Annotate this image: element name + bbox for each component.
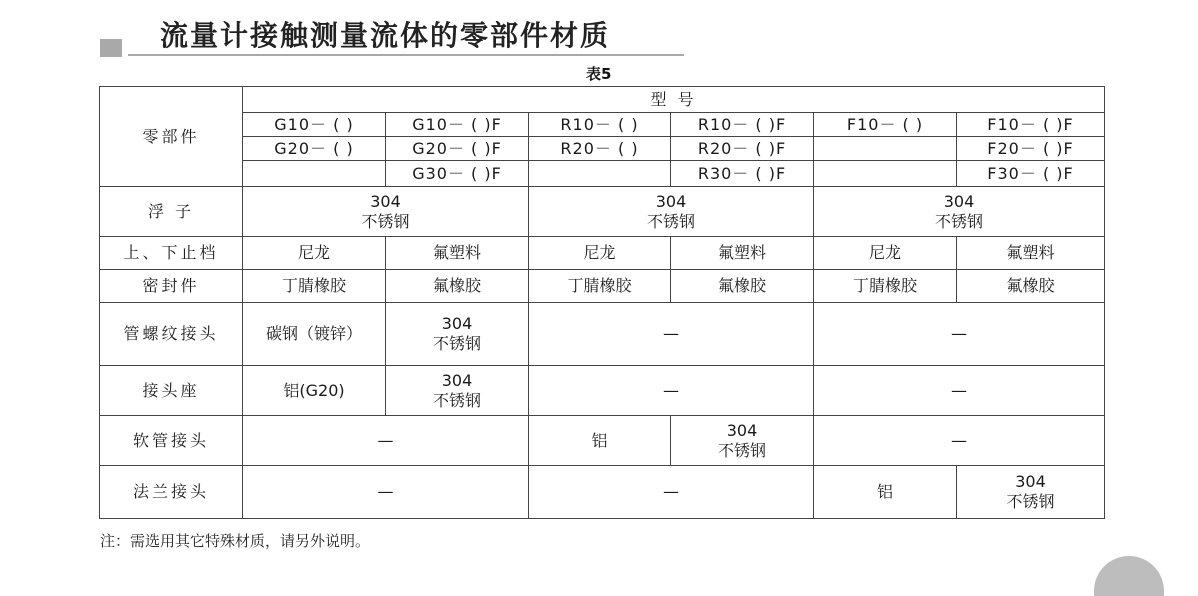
model-cell: R30－ ( )F [671, 161, 814, 187]
row-label-flange: 法兰接头 [100, 466, 243, 519]
row-label-seal: 密封件 [100, 270, 243, 303]
material-cell: 尼龙 [243, 237, 386, 270]
material-cell: 铝(G20) [243, 366, 386, 416]
table-row [100, 137, 1105, 161]
table-row [100, 113, 1105, 137]
material-cell: 氟塑料 [671, 237, 814, 270]
table-row [100, 87, 1105, 113]
heading-underline [128, 54, 684, 56]
material-cell: 304 不锈钢 [671, 416, 814, 466]
model-cell: G20－ ( )F [386, 137, 529, 161]
material-cell: 铝 [529, 416, 671, 466]
material-cell: 304 不锈钢 [386, 303, 529, 366]
model-cell: F20－ ( )F [957, 137, 1105, 161]
model-cell [814, 161, 957, 187]
model-cell [814, 137, 957, 161]
table-row [100, 187, 1105, 237]
materials-table [99, 86, 1105, 519]
model-cell: F10－ ( ) [814, 113, 957, 137]
material-cell: 氟塑料 [386, 237, 529, 270]
material-cell: 铝 [814, 466, 957, 519]
table-row [100, 161, 1105, 187]
model-cell [243, 161, 386, 187]
heading [100, 12, 685, 56]
model-cell: R20－ ( ) [529, 137, 671, 161]
dash-cell: — [814, 303, 1105, 366]
material-cell: 304 不锈钢 [529, 187, 814, 237]
material-cell: 氟橡胶 [957, 270, 1105, 303]
material-cell: 丁腈橡胶 [243, 270, 386, 303]
row-label-hose: 软管接头 [100, 416, 243, 466]
material-cell: 尼龙 [814, 237, 957, 270]
row-label-stop: 上、下止档 [100, 237, 243, 270]
material-cell: 氟橡胶 [671, 270, 814, 303]
table-row [100, 416, 1105, 466]
model-cell: F10－ ( )F [957, 113, 1105, 137]
material-cell: 碳钢（镀锌） [243, 303, 386, 366]
material-cell: 304 不锈钢 [386, 366, 529, 416]
table-caption: 表5 [586, 65, 612, 83]
footnote: 注：需选用其它特殊材质，请另外说明。 [100, 532, 371, 550]
table-row [100, 237, 1105, 270]
model-header: 型 号 [243, 87, 1105, 113]
material-cell: 304 不锈钢 [957, 466, 1105, 519]
dash-cell: — [243, 466, 529, 519]
model-cell: R10－ ( )F [671, 113, 814, 137]
model-cell [529, 161, 671, 187]
table-row [100, 303, 1105, 366]
row-label-joint-seat: 接头座 [100, 366, 243, 416]
parts-header: 零部件 [100, 87, 243, 187]
model-cell: G20－ ( ) [243, 137, 386, 161]
dash-cell: — [529, 466, 814, 519]
model-cell: F30－ ( )F [957, 161, 1105, 187]
model-cell: G10－ ( )F [386, 113, 529, 137]
dash-cell: — [529, 303, 814, 366]
row-label-pipe-thread: 管螺纹接头 [100, 303, 243, 366]
dash-cell: — [529, 366, 814, 416]
model-cell: G30－ ( )F [386, 161, 529, 187]
material-cell: 304 不锈钢 [814, 187, 1105, 237]
page-title: 流量计接触测量流体的零部件材质 [160, 19, 611, 52]
material-cell: 丁腈橡胶 [814, 270, 957, 303]
dash-cell: — [243, 416, 529, 466]
row-label-float: 浮 子 [100, 187, 243, 237]
dash-cell: — [814, 366, 1105, 416]
heading-marker [100, 39, 122, 57]
table-row [100, 270, 1105, 303]
dash-cell: — [814, 416, 1105, 466]
page-corner-decoration [1094, 556, 1164, 596]
material-cell: 丁腈橡胶 [529, 270, 671, 303]
material-cell: 氟橡胶 [386, 270, 529, 303]
model-cell: R10－ ( ) [529, 113, 671, 137]
table-row [100, 366, 1105, 416]
model-cell: G10－ ( ) [243, 113, 386, 137]
table-row [100, 466, 1105, 519]
material-cell: 304 不锈钢 [243, 187, 529, 237]
model-cell: R20－ ( )F [671, 137, 814, 161]
material-cell: 氟塑料 [957, 237, 1105, 270]
material-cell: 尼龙 [529, 237, 671, 270]
